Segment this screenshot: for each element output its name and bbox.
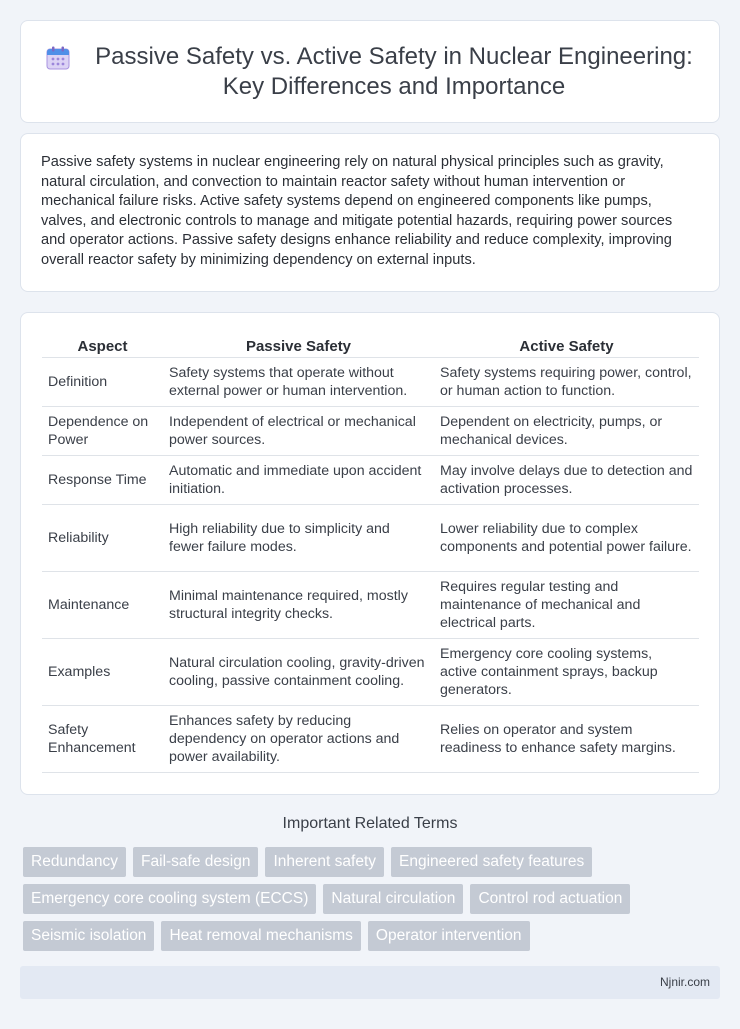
passive-cell: Natural circulation cooling, gravity-driven cooling, passive containment cooling. [163,638,434,705]
comparison-table [42,333,699,773]
tag-redundancy[interactable]: Redundancy [23,847,126,877]
aspect-cell: Definition [42,357,163,406]
active-cell: Lower reliability due to complex components and potential power failure. [434,504,699,571]
passive-cell: Minimal maintenance required, mostly structural integrity checks. [163,571,434,638]
table-row [42,638,699,705]
aspect-cell: Reliability [42,504,163,571]
passive-cell: Safety systems that operate without external power or human intervention. [163,357,434,406]
header-active-safety: Active Safety [434,333,699,357]
page-title: Passive Safety vs. Active Safety in Nuclear Engineering: Key Differences and Importance [95,42,693,100]
comparison-card [20,312,720,795]
intro-paragraph: Passive safety systems in nuclear engineering rely on natural physical principles such as gravity, natural circulation, and convection to maintain reactor safety without human intervention or mechanical failure risks. Active safety systems depend on engineered components like pumps, valves, and electronic controls to manage and mitigate potential hazards, requiring power sources and operator actions. Passive safety designs enhance reliability and reduce complexity, improving overall reactor safety by minimizing dependency on external inputs. [41,154,673,268]
tag-engineered-safety-features[interactable]: Engineered safety features [391,847,592,877]
header-passive-safety: Passive Safety [163,333,434,357]
tag-seismic-isolation[interactable]: Seismic isolation [23,921,154,951]
tag-control-rod-actuation[interactable]: Control rod actuation [470,884,630,914]
intro-card [20,133,720,292]
tag-natural-circulation[interactable]: Natural circulation [323,884,463,914]
footer [20,966,720,999]
related-terms-title: Important Related Terms [282,815,458,832]
table-header-row [42,333,699,357]
active-cell: Emergency core cooling systems, active containment sprays, backup generators. [434,638,699,705]
table-row [42,357,699,406]
tag-row [23,921,723,951]
aspect-cell: Maintenance [42,571,163,638]
tag-heat-removal-mechanisms[interactable]: Heat removal mechanisms [161,921,360,951]
active-cell: Safety systems requiring power, control, or human action to function. [434,357,699,406]
table-row [42,705,699,772]
tag-fail-safe-design[interactable]: Fail-safe design [133,847,258,877]
passive-cell: Independent of electrical or mechanical power sources. [163,406,434,455]
footer-site-link[interactable]: Njnir.com [659,975,710,989]
aspect-cell: Dependence on Power [42,406,163,455]
passive-cell: High reliability due to simplicity and fewer failure modes. [163,504,434,571]
calendar-icon [45,45,71,71]
aspect-cell: Response Time [42,455,163,504]
tag-row [23,847,723,877]
table-row [42,455,699,504]
aspect-cell: Safety Enhancement [42,705,163,772]
aspect-cell: Examples [42,638,163,705]
tag-operator-intervention[interactable]: Operator intervention [368,921,530,951]
active-cell: Dependent on electricity, pumps, or mechanical devices. [434,406,699,455]
header-aspect: Aspect [42,333,163,357]
passive-cell: Automatic and immediate upon accident initiation. [163,455,434,504]
active-cell: Relies on operator and system readiness to enhance safety margins. [434,705,699,772]
active-cell: Requires regular testing and maintenance of mechanical and electrical parts. [434,571,699,638]
table-row [42,406,699,455]
tag-eccs[interactable]: Emergency core cooling system (ECCS) [23,884,316,914]
tag-inherent-safety[interactable]: Inherent safety [265,847,384,877]
title-card [20,20,720,123]
active-cell: May involve delays due to detection and activation processes. [434,455,699,504]
related-terms-list [23,847,723,958]
table-row [42,504,699,571]
passive-cell: Enhances safety by reducing dependency on operator actions and power availability. [163,705,434,772]
table-row [42,571,699,638]
tag-row [23,884,723,914]
